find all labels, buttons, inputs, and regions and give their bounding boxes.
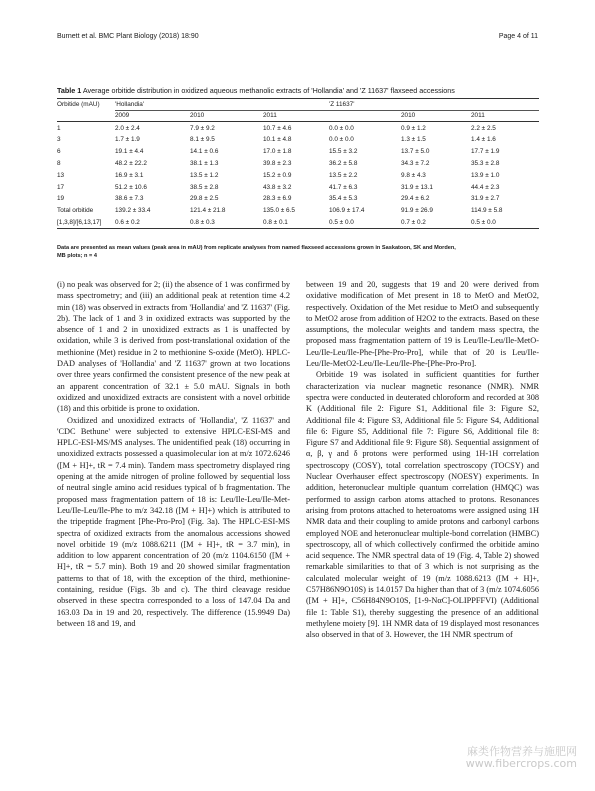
table-cell: 0.5 ± 0.0	[471, 217, 539, 229]
table-cell: 39.8 ± 2.3	[263, 159, 292, 167]
body-column-right	[306, 279, 539, 641]
row-label: 1	[57, 124, 61, 132]
table-cell: 29.8 ± 2.5	[190, 195, 219, 203]
table-row	[57, 169, 539, 181]
row-label: 8	[57, 159, 61, 167]
table-row	[57, 181, 539, 193]
table-cell: 36.2 ± 5.8	[329, 159, 358, 167]
table-cell: 13.5 ± 2.2	[329, 171, 358, 179]
table-cell: 29.4 ± 6.2	[401, 195, 430, 203]
table-year-row	[57, 110, 539, 122]
table-cell: 106.9 ± 17.4	[329, 207, 365, 215]
table-cell: 28.3 ± 6.9	[263, 195, 292, 203]
body-column-left	[57, 279, 290, 629]
table-row	[57, 122, 539, 134]
table-cell: 9.8 ± 4.3	[401, 171, 426, 179]
group-hollandia-header: 'Hollandia'	[115, 99, 329, 111]
table-cell: 8.1 ± 9.5	[190, 136, 215, 144]
table-cell: 1.7 ± 1.9	[115, 136, 140, 144]
paragraph: between 19 and 20, suggests that 19 and 20 were derived from oxidative modification of Met present in 18 to MetO and MetO2, respectively. Oxidation of the Met residue to MetO and subsequently to MetO2 arose from addition of H2O2 to the extracts. Based on these assumptions, the molecular weights and tandem mass spectra, the proposed mass fragmentation pattern of 19 is Leu/Ile-Leu/Ile-MetO-Leu/Ile-Leu/Ile-Phe-[Phe-Pro-Pro], while that of 20 is Leu/Ile-Leu/Ile-MetO2-Leu/Ile-Leu/Ile-Phe-[Phe-Pro-Pro].	[306, 280, 539, 369]
table-cell: 34.3 ± 7.2	[401, 159, 430, 167]
footnote-line: MB plots; n = 4	[57, 252, 97, 259]
year-header: 2010	[401, 110, 471, 122]
running-head	[57, 33, 538, 40]
table-cell: 48.2 ± 22.2	[115, 159, 147, 167]
table-header-row	[57, 99, 539, 111]
table-cell: 16.9 ± 3.1	[115, 171, 144, 179]
table-cell: 114.9 ± 5.8	[471, 207, 503, 215]
table-cell: 38.6 ± 7.3	[115, 195, 144, 203]
col-orbitide-header: Orbitide (mAU)	[57, 99, 115, 111]
table-cell: 15.5 ± 3.2	[329, 148, 358, 156]
row-label: 19	[57, 195, 65, 203]
table-row	[57, 158, 539, 170]
table-cell: 0.7 ± 0.2	[401, 217, 471, 229]
table-row	[57, 134, 539, 146]
paragraph: (i) no peak was observed for 2; (ii) the absence of 1 was confirmed by mass spectrometry; and (iii) an additional peak at retention time 4.2 min (18) was observed in extracts from 'Hollandia' and 'Z 11637' (Fig. 2b). The lack of 1 and 3 in oxidized extracts was supported by the absence of 1 and 2 in unoxidized extracts as 1 is unaffected by oxidation, while 3 is derived from post-translational oxidation of the methionine (Met) residue in 2 to methionine S-oxide (MetO). HPLC-DAD analyses of 'Hollandia' and 'Z 11637' grown at two locations over three years confirmed the consistent presence of the new peak at an apparent concentration of 32.1 ± 5.0 mAU. Signals in both oxidized and unoxidized extracts are consistent with a novel orbitide (18) and this orbitide is prone to oxidation.	[57, 280, 290, 414]
table-cell: 121.4 ± 21.8	[190, 207, 226, 215]
table-row	[57, 205, 539, 217]
row-label: [1,3,8]/[6,13,17]	[57, 217, 115, 229]
table-cell: 41.7 ± 6.3	[329, 183, 358, 191]
table-row	[57, 146, 539, 158]
table-cell: 0.5 ± 0.0	[329, 217, 401, 229]
row-label: 6	[57, 148, 61, 156]
page-number: Page 4 of 11	[498, 33, 538, 40]
table-cell: 14.1 ± 0.6	[190, 148, 219, 156]
table-row	[57, 193, 539, 205]
table-cell: 0.8 ± 0.1	[263, 217, 329, 229]
group-z11637-header: 'Z 11637'	[329, 99, 539, 111]
table-cell: 2.2 ± 2.5	[471, 124, 496, 132]
table-cell: 0.0 ± 0.0	[329, 124, 354, 132]
row-label: 3	[57, 136, 61, 144]
orbitide-table	[57, 98, 539, 229]
table-cell: 51.2 ± 10.6	[115, 183, 147, 191]
table-cell: 10.7 ± 4.6	[263, 124, 292, 132]
table-cell: 35.4 ± 5.3	[329, 195, 358, 203]
table-cell: 10.1 ± 4.8	[263, 136, 292, 144]
watermark-line: 麻类作物营养与施肥网	[467, 745, 577, 758]
table-cell: 17.0 ± 1.8	[263, 148, 292, 156]
table-cell: 0.6 ± 0.2	[115, 217, 190, 229]
paragraph: Oxidized and unoxidized extracts of 'Hollandia', 'Z 11637' and 'CDC Bethune' were subjected to extensive HPLC-ESI-MS and HPLC-ESI-MS/MS analyses. The unidentified peak (18) occurring in unoxidized extracts possessed a quasimolecular ion at m/z 1072.6246 ([M + H]+, tR = 7.4 min). Tandem mass spectrometry displayed ring opening at the amide nitrogen of proline followed by sequential loss of neutral single amino acid residues typical of b fragmentation. The proposed mass fragmentation pattern of 18 is: Leu/Ile-Leu/Ile-Met-Leu/Ile-Leu/Ile-Phe to m/z 342.18 ([M + H]+) which is attributed to the tripeptide fragment [Phe-Pro-Pro] (Fig. 3a). The HPLC-ESI-MS spectra of oxidized extracts from the anomalous accessions showed novel orbitide 19 (m/z 1088.6211 ([M + H]+, tR = 3.7 min), in addition to low apparent concentration of 20 (m/z 1104.6150 ([M + H]+, tR = 5.7 min). Both 19 and 20 showed similar fragmentation patterns to that of 18, with the exception of the third, methionine-containing, residue (Figs. 3b and c). The third cleavage residue observed in these spectra corresponded to a loss of 147.04 Da and 163.03 Da in 19 and 20, respectively. The difference (15.9949 Da) between 18 and 19, and	[57, 415, 290, 628]
table-cell: 19.1 ± 4.4	[115, 148, 144, 156]
year-header: 2009	[115, 110, 190, 122]
year-header: 2011	[471, 110, 539, 122]
table-label: Table 1	[57, 86, 82, 95]
year-header: 2010	[190, 110, 263, 122]
paragraph: Orbitide 19 was isolated in sufficient quantities for further characterization via nuclear magnetic resonance (NMR). NMR spectra were conducted in deuterated chloroform and recorded at 308 K (Additional file 2: Figure S1, Additional file 3: Figure S2, Additional file 4: Figure S3, Additional file 5: Figure S4, Additional file 6: Figure S5, Additional file 7: Figure S6, Additional file 8: Figure S7 and Additional file 9: Figure S8). Sequential assignment of α, β, γ and δ protons were performed using 1H-1H correlation spectroscopy (COSY), total correlation spectroscopy (TOCSY) and Nuclear Overhauser effect spectroscopy (NOESY) experiments. In addition, heteronuclear multiple quantum correlation (HMQC) was performed to assign carbon atoms attached to protons. Resonances arising from protons attached to heteroatoms were assigned using 1H NMR data and their coupling to amide protons and carbonyl carbons employed NOE and heteronuclear multiple-bond correlation (HMBC) spectroscopy, all of which collectively confirmed the orbitide amino acid sequence. The NMR spectral data of 19 (Fig. 4, Table 2) showed remarkable similarities to that of 3 which is not surprising as the calculated molecular weight of 19 (m/z 1088.6213 ([M + H]+, C57H86N9O10S) is 14.0157 Da higher than that of 3 (m/z 1074.6056 ([M + H]+, C56H84N9O10S, [1-9-NαC]-OLIPPFFVI) (Additional file 1: Table S1), thereby suggesting the presence of an additional methylene moiety [9]. 1H NMR data of 19 displayed most resonances also observed in that of 3. However, the 1H NMR spectrum of	[306, 370, 539, 640]
table-cell: 91.9 ± 26.9	[401, 207, 433, 215]
footnote-line: Data are presented as mean values (peak area in mAU) from replicate analyses from named flaxseed accessions grown in Saskatoon, SK and Morden,	[57, 245, 456, 251]
table-cell: 31.9 ± 2.7	[471, 195, 500, 203]
table-cell: 38.5 ± 2.8	[190, 183, 219, 191]
table-body	[57, 122, 539, 229]
table-cell: 13.7 ± 5.0	[401, 148, 430, 156]
table-cell: 15.2 ± 0.9	[263, 171, 292, 179]
year-header-blank	[57, 110, 115, 122]
table-cell: 0.8 ± 0.3	[190, 217, 263, 229]
table-cell: 1.3 ± 1.5	[401, 136, 426, 144]
table-cell: 44.4 ± 2.3	[471, 183, 500, 191]
year-header: 2011	[263, 110, 329, 122]
table-cell: 43.8 ± 3.2	[263, 183, 292, 191]
table-cell: 0.0 ± 0.0	[329, 136, 354, 144]
table-cell: 1.4 ± 1.6	[471, 136, 496, 144]
table-cell: 2.0 ± 2.4	[115, 124, 140, 132]
journal-citation: Burnett et al. BMC Plant Biology (2018) 18:90	[57, 33, 199, 40]
watermark-line: www.fibercrops.com	[465, 757, 577, 770]
table-cell: 135.0 ± 6.5	[263, 207, 295, 215]
table-footnote	[57, 245, 538, 260]
table-cell: 7.9 ± 9.2	[190, 124, 215, 132]
watermark	[466, 746, 577, 770]
table-cell: 31.9 ± 13.1	[401, 183, 433, 191]
table-cell: 13.5 ± 1.2	[190, 171, 219, 179]
year-header-blank	[329, 110, 401, 122]
table-caption-text: Average orbitide distribution in oxidized aqueous methanolic extracts of 'Hollandia' and 'Z 11637' flaxseed accessions	[82, 86, 455, 95]
table-caption	[57, 86, 538, 95]
table-cell: 0.9 ± 1.2	[401, 124, 426, 132]
table-cell: 38.1 ± 1.3	[190, 159, 219, 167]
table-row	[57, 217, 539, 229]
row-label: 17	[57, 183, 65, 191]
table-cell: 35.3 ± 2.8	[471, 159, 500, 167]
row-label: Total orbitide	[57, 207, 94, 215]
row-label: 13	[57, 171, 65, 179]
table-cell: 139.2 ± 33.4	[115, 207, 151, 215]
table-cell: 13.9 ± 1.0	[471, 171, 500, 179]
table-cell: 17.7 ± 1.9	[471, 148, 500, 156]
